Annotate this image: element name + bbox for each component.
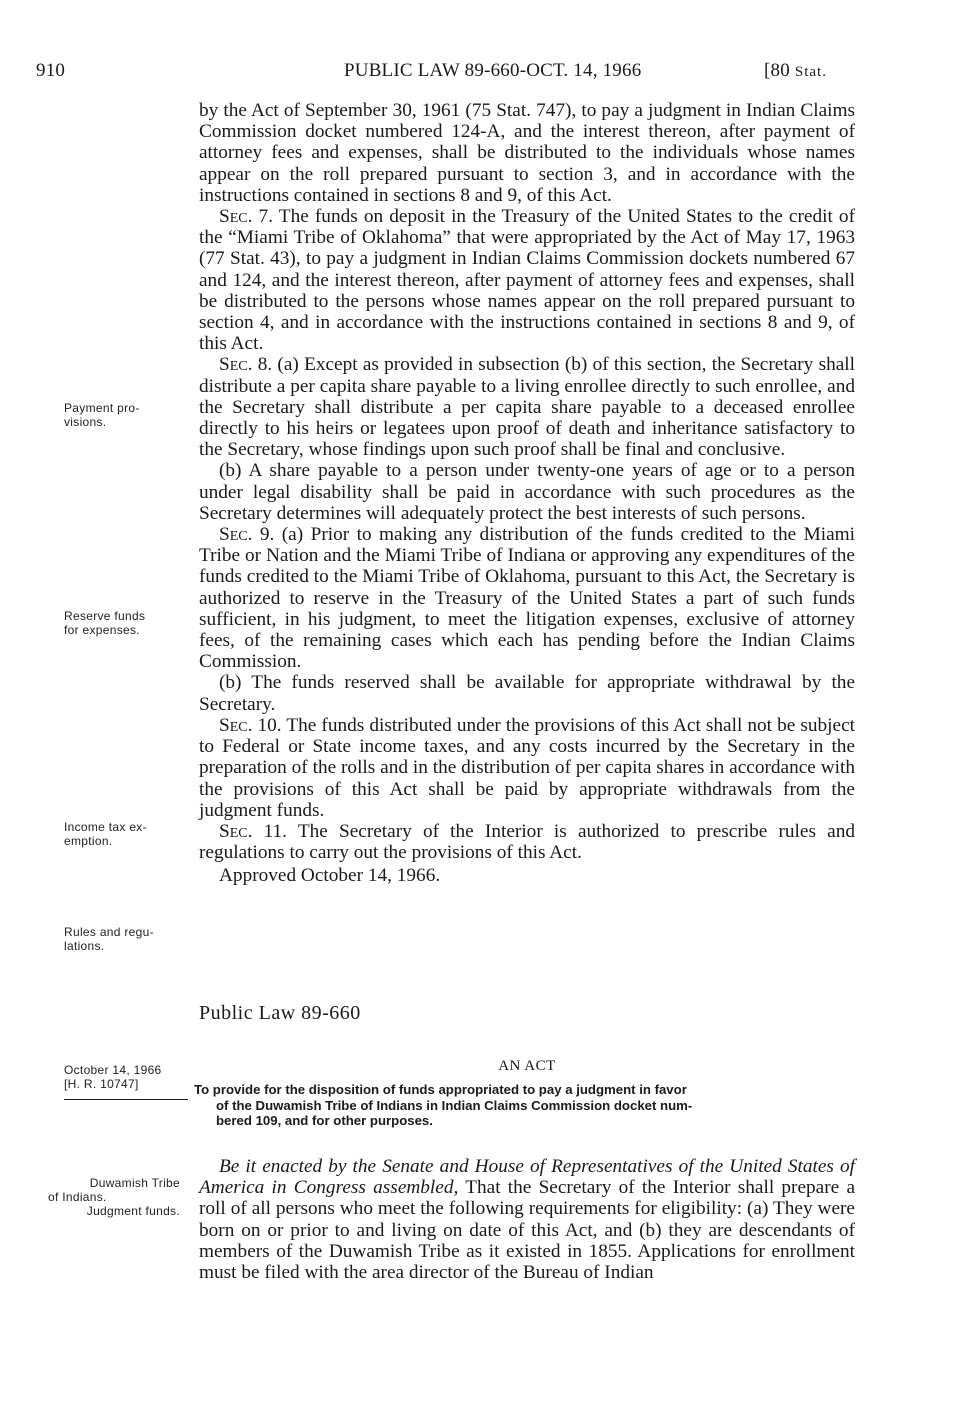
page-header bbox=[0, 60, 954, 90]
margin-note-line: lations. bbox=[64, 939, 105, 953]
section-8b: (b) A share payable to a person under twenty-one years of age or to a person under legal disability shall be paid in accordance with such procedures as the Secretary determines will adequately protect the best interests of such persons. bbox=[199, 460, 855, 524]
section-text: (a) Prior to making any distribution of the funds credited to the Miami Tribe or Nation and the Miami Tribe of Indiana or approving any expenditures of the funds credited to the Miami Tribe of Oklahoma, pursuant to this Act, the Secretary is authorized to reserve in the Treasury of the United States a part of such funds sufficient, in his judgment, to meet the litigation expenses, exclusive of attorney fees, of the remaining cases which each has pending before the Indian Claims Commission. bbox=[199, 524, 855, 673]
bill-divider bbox=[64, 1099, 188, 1100]
margin-note-line: Payment pro- bbox=[64, 401, 140, 415]
purpose-line: of the Duwamish Tribe of Indians in Indian Claims Commission docket num- bbox=[216, 1097, 693, 1113]
margin-note-payment bbox=[64, 401, 140, 429]
an-act-heading: AN ACT bbox=[498, 1058, 556, 1074]
margin-note-line: Rules and regu- bbox=[64, 925, 154, 939]
section-7 bbox=[199, 206, 855, 354]
section-label: Sec. 7. bbox=[219, 206, 274, 228]
margin-note-line: visions. bbox=[64, 415, 107, 429]
main-text bbox=[199, 100, 855, 887]
margin-note-line: of Indians. bbox=[48, 1190, 107, 1204]
margin-note-line: [H. R. 10747] bbox=[64, 1077, 139, 1091]
paragraph-continuation: by the Act of September 30, 1961 (75 Stat. 747), to pay a judgment in Indian Claims Commission docket numbered 124-A, and the interest thereon, after payment of attorney fees and expenses, shall be distributed to the individuals whose names appear on the roll prepared pursuant to section 3, and in accordance with the instructions contained in sections 8 and 9, of this Act. bbox=[199, 100, 855, 206]
margin-note-rules bbox=[64, 925, 154, 953]
purpose-line: To provide for the disposition of funds appropriated to pay a judgment in favor bbox=[194, 1082, 687, 1097]
statute-volume bbox=[764, 60, 827, 82]
section-label: Sec. 8. bbox=[219, 354, 273, 376]
margin-note-bill bbox=[64, 1063, 162, 1091]
margin-note-duwamish bbox=[46, 1176, 180, 1218]
margin-note-line: Judgment funds. bbox=[86, 1204, 180, 1218]
section-label: Sec. 10. bbox=[219, 714, 282, 736]
section-9a bbox=[199, 524, 855, 672]
approval-date: Approved October 14, 1966. bbox=[219, 865, 441, 887]
page-number: 910 bbox=[36, 60, 66, 81]
section-11 bbox=[199, 821, 855, 863]
section-label: Sec. 9. bbox=[219, 524, 275, 546]
purpose-line: bered 109, and for other purposes. bbox=[216, 1113, 433, 1128]
public-law-title: Public Law 89-660 bbox=[199, 1002, 361, 1024]
margin-note-reserve bbox=[64, 609, 145, 637]
act-purpose bbox=[194, 1082, 856, 1129]
enacting-text bbox=[199, 1156, 855, 1283]
section-text: The funds distributed under the provisions of this Act shall not be subject to Federal or State income taxes, and any costs incurred by the Secretary in the preparation of the rolls and in the distribution of per capita shares in accordance with the provisions of this Act shall be paid by appropriate withdrawals from the judgment funds. bbox=[199, 714, 855, 821]
margin-note-line: for expenses. bbox=[64, 623, 140, 637]
statute-label: Stat. bbox=[794, 64, 827, 80]
section-9b: (b) The funds reserved shall be available for appropriate withdrawal by the Secretary. bbox=[199, 672, 855, 715]
section-label: Sec. 11. bbox=[219, 820, 287, 842]
section-8a bbox=[199, 354, 855, 460]
running-title: PUBLIC LAW 89-660-OCT. 14, 1966 bbox=[344, 60, 642, 81]
margin-note-line: Reserve funds bbox=[64, 609, 146, 623]
enacting-body: That the Secretary of the Interior shall prepare a roll of all persons who meet the following requirements for eligibility: (a) They were born on or prior to and living on date of this Act, and (b) they are descendants of members of the Duwamish Tribe as it existed in 1855. Applications for enrollment must be filed with the area director of the Bureau of Indian bbox=[199, 1177, 856, 1284]
margin-note-income bbox=[64, 820, 147, 848]
section-text: The funds on deposit in the Treasury of the United States to the credit of the “Miami Tribe of Oklahoma” that were appropriated by the Act of May 17, 1963 (77 Stat. 43), to pay a judgment in Indian Claims Commission dockets numbered 67 and 124, and the interest thereon, after payment of attorney fees and expenses, shall be distributed to the persons whose names appear on the roll prepared pursuant to section 4, and in accordance with the instructions contained in sections 8 and 9, of this Act. bbox=[199, 206, 855, 355]
section-text: The Secretary of the Interior is authorized to prescribe rules and regulations to carry out the provisions of this Act. bbox=[199, 820, 855, 864]
enacting-clause: Be it enacted by the Senate and House of Representatives of the United States of America in Congress assembled, bbox=[199, 1156, 855, 1199]
statute-volume-number: [80 bbox=[764, 60, 790, 81]
margin-note-line: Duwamish Tribe bbox=[89, 1176, 180, 1190]
margin-note-line: Income tax ex- bbox=[64, 820, 147, 834]
section-10 bbox=[199, 715, 855, 821]
section-text: (a) Except as provided in subsection (b) of this section, the Secretary shall distribute a per capita share payable to a living enrollee directly to such enrollee, and the Secretary shall distribute a per capita share payable to a deceased enrollee directly to his heirs or legatees upon proof of death and inheritance satisfactory to the Secretary, whose findings upon such proof shall be final and conclusive. bbox=[199, 354, 855, 461]
margin-note-line: October 14, 1966 bbox=[64, 1063, 162, 1077]
margin-note-line: emption. bbox=[64, 834, 113, 848]
